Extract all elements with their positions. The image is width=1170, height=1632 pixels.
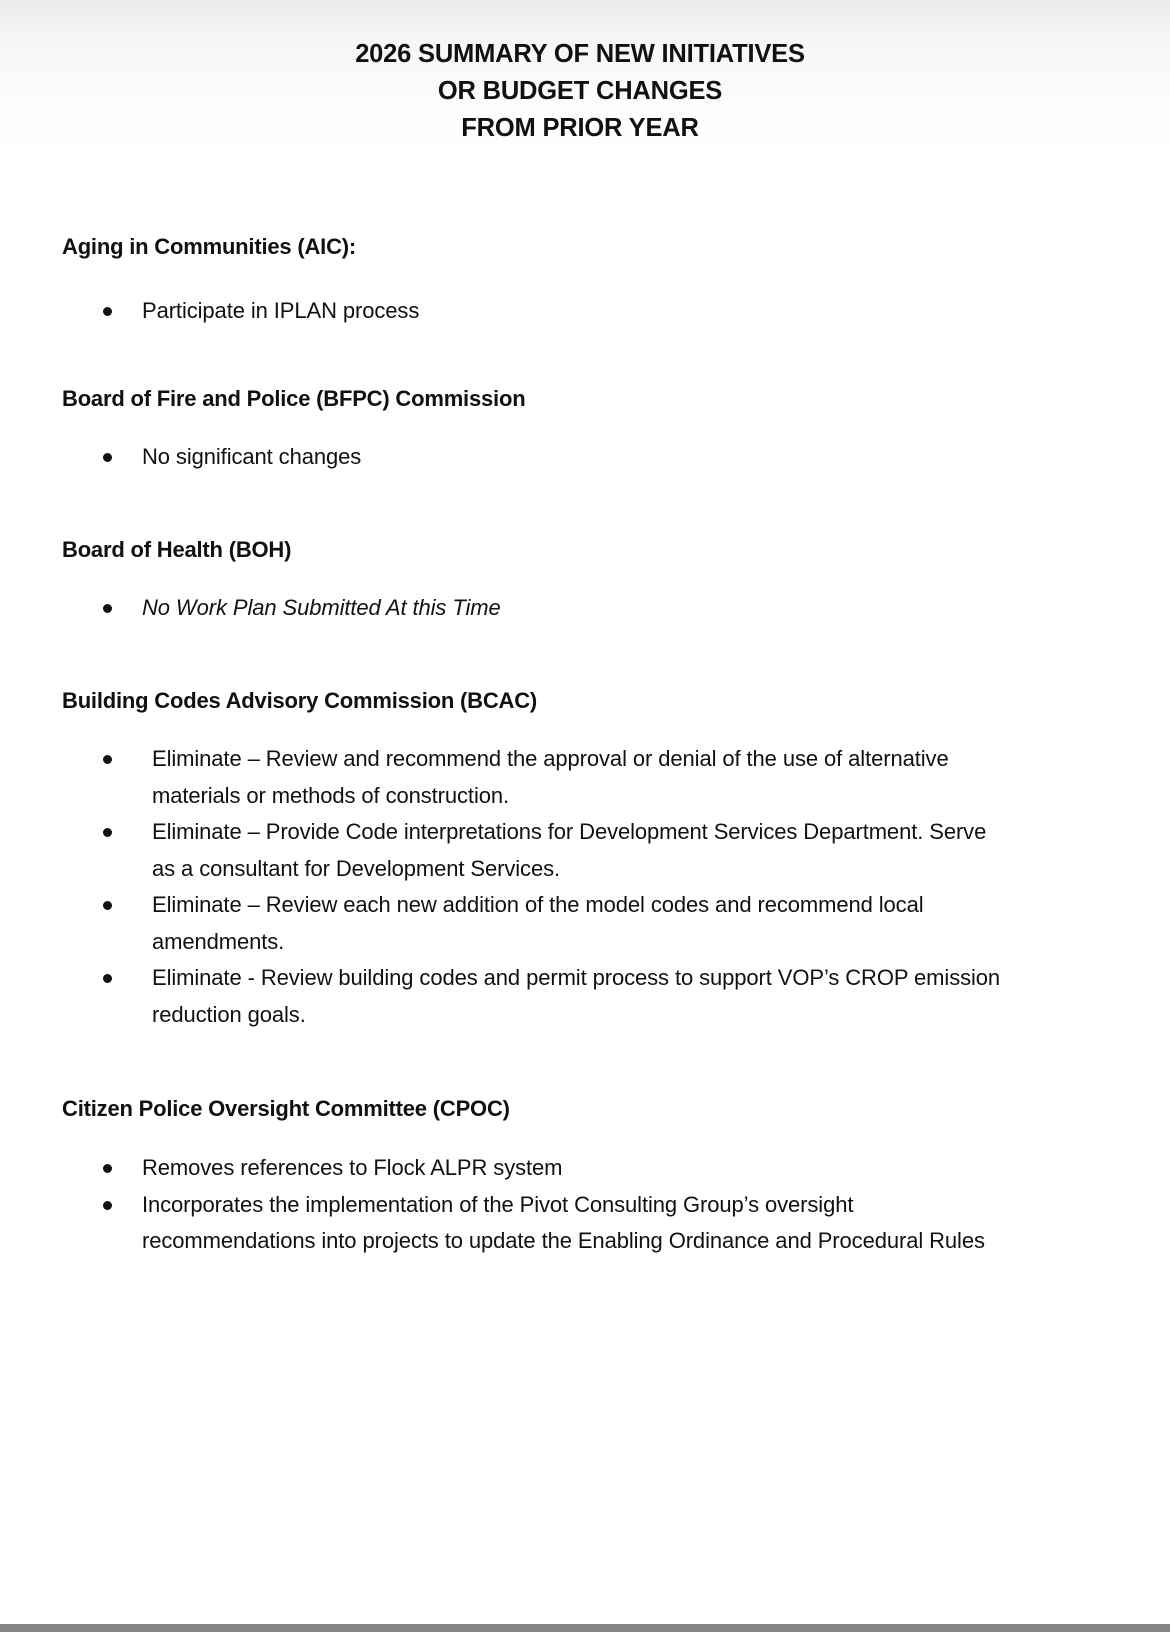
list-item [0, 439, 361, 476]
title-line: OR BUDGET CHANGES [437, 77, 723, 105]
list-item [0, 1187, 985, 1260]
list-item-text: No significant changes [142, 444, 362, 469]
bullet-icon [103, 901, 112, 910]
list-item-text-continued: recommendations into projects to update the Enabling Ordinance and Procedural Rules [142, 1228, 985, 1253]
list-item [0, 293, 419, 330]
list-item [0, 887, 1000, 960]
list-item [0, 590, 501, 627]
list-item-text: Eliminate - Review building codes and permit process to support VOP’s CROP emission [152, 965, 1001, 990]
bullet-icon [103, 755, 112, 764]
bullet-icon [103, 828, 112, 837]
list-item-text-continued: amendments. [152, 928, 285, 954]
bullet-icon [103, 1164, 112, 1173]
title-line: 2026 SUMMARY OF NEW INITIATIVES [355, 40, 805, 68]
cpoc-list [0, 1150, 985, 1260]
list-item-text-continued: materials or methods of construction. [152, 782, 510, 808]
boh-list [0, 590, 501, 627]
section-heading-aic: Aging in Communities (AIC): [62, 234, 357, 259]
bcac-list [0, 741, 1000, 1033]
bullet-icon [103, 1201, 112, 1210]
page-bottom-border [0, 1624, 1170, 1632]
list-item-text-continued: as a consultant for Development Services. [152, 855, 560, 881]
section-heading-bcac: Building Codes Advisory Commission (BCAC) [62, 688, 538, 713]
list-item [0, 741, 1000, 814]
bullet-icon [103, 307, 112, 316]
section-heading-bfpc: Board of Fire and Police (BFPC) Commission [62, 386, 526, 411]
list-item [0, 814, 1000, 887]
aic-list [0, 293, 419, 330]
list-item-text: Participate in IPLAN process [142, 298, 420, 323]
list-item-text: Removes references to Flock ALPR system [142, 1155, 563, 1180]
document-title [0, 36, 1160, 147]
list-item-text: Eliminate – Review and recommend the approval or denial of the use of alternative [152, 746, 949, 771]
list-item-text-continued: reduction goals. [152, 1001, 306, 1027]
bullet-icon [103, 974, 112, 983]
list-item [0, 1150, 985, 1187]
bullet-icon [103, 604, 112, 613]
section-heading-cpoc: Citizen Police Oversight Committee (CPOC) [62, 1096, 510, 1121]
section-heading-boh: Board of Health (BOH) [62, 537, 292, 562]
bfpc-list [0, 439, 361, 476]
list-item-text: Eliminate – Provide Code interpretations for Development Services Department. Serve [152, 819, 987, 844]
title-line: FROM PRIOR YEAR [461, 114, 699, 142]
list-item [0, 960, 1000, 1033]
bullet-icon [103, 453, 112, 462]
list-item-text: Incorporates the implementation of the Pivot Consulting Group’s oversight [142, 1191, 854, 1217]
list-item-text: Eliminate – Review each new addition of the model codes and recommend local [152, 892, 924, 917]
list-item-text: No Work Plan Submitted At this Time [142, 595, 501, 620]
